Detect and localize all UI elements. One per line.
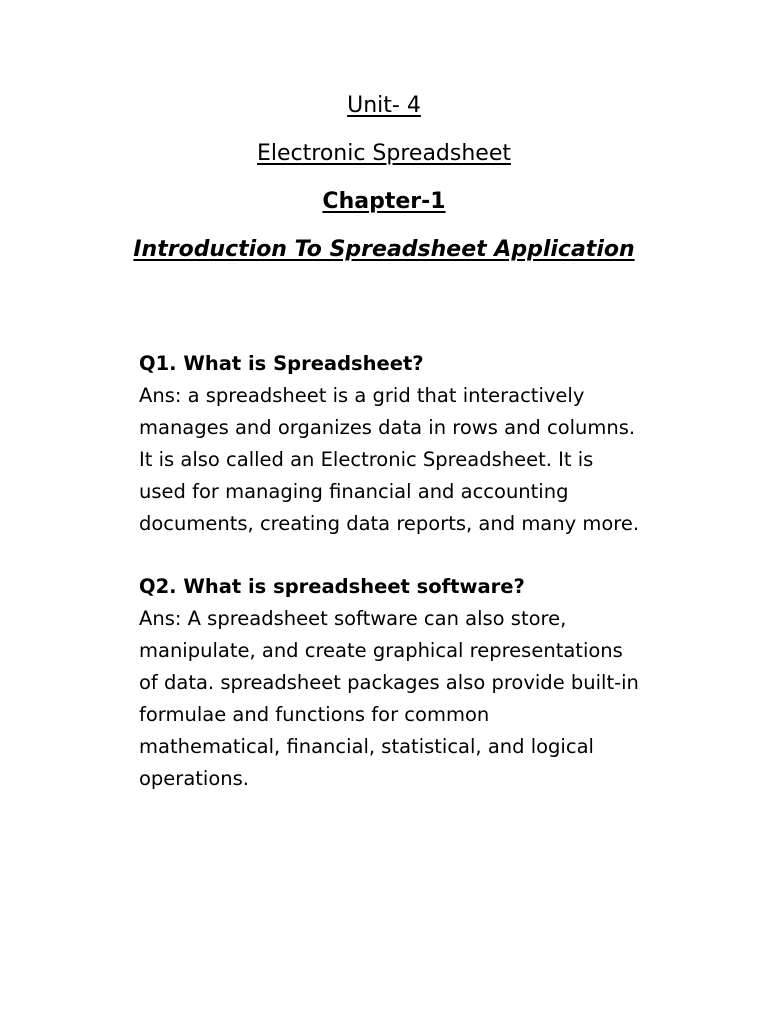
- question-2: Q2. What is spreadsheet software?: [139, 575, 525, 598]
- topic-heading: Introduction To Spreadsheet Application: [133, 237, 635, 262]
- answer-1-line: documents, creating data reports, and many more.: [139, 512, 640, 535]
- answer-2-line: operations.: [139, 767, 249, 790]
- answer-2-line: formulae and functions for common: [139, 703, 490, 726]
- chapter-heading: Chapter-1: [322, 189, 446, 214]
- question-1: Q1. What is Spreadsheet?: [139, 352, 424, 375]
- qa-block-1: [139, 348, 679, 540]
- qa-block-2: [139, 571, 679, 795]
- answer-1-line: manages and organizes data in rows and columns.: [139, 416, 636, 439]
- answer-1-line: Ans: a spreadsheet is a grid that interactively: [139, 384, 585, 407]
- unit-heading: Unit- 4: [347, 93, 421, 118]
- answer-2-line: of data. spreadsheet packages also provide built-in: [139, 671, 639, 694]
- answer-2-line: Ans: A spreadsheet software can also store,: [139, 607, 567, 630]
- answer-2-line: manipulate, and create graphical representations: [139, 639, 623, 662]
- answer-1-line: It is also called an Electronic Spreadsheet. It is: [139, 448, 594, 471]
- answer-1-line: used for managing financial and accounting: [139, 480, 569, 503]
- answer-2-line: mathematical, financial, statistical, and logical: [139, 735, 594, 758]
- subject-heading: Electronic Spreadsheet: [256, 141, 511, 166]
